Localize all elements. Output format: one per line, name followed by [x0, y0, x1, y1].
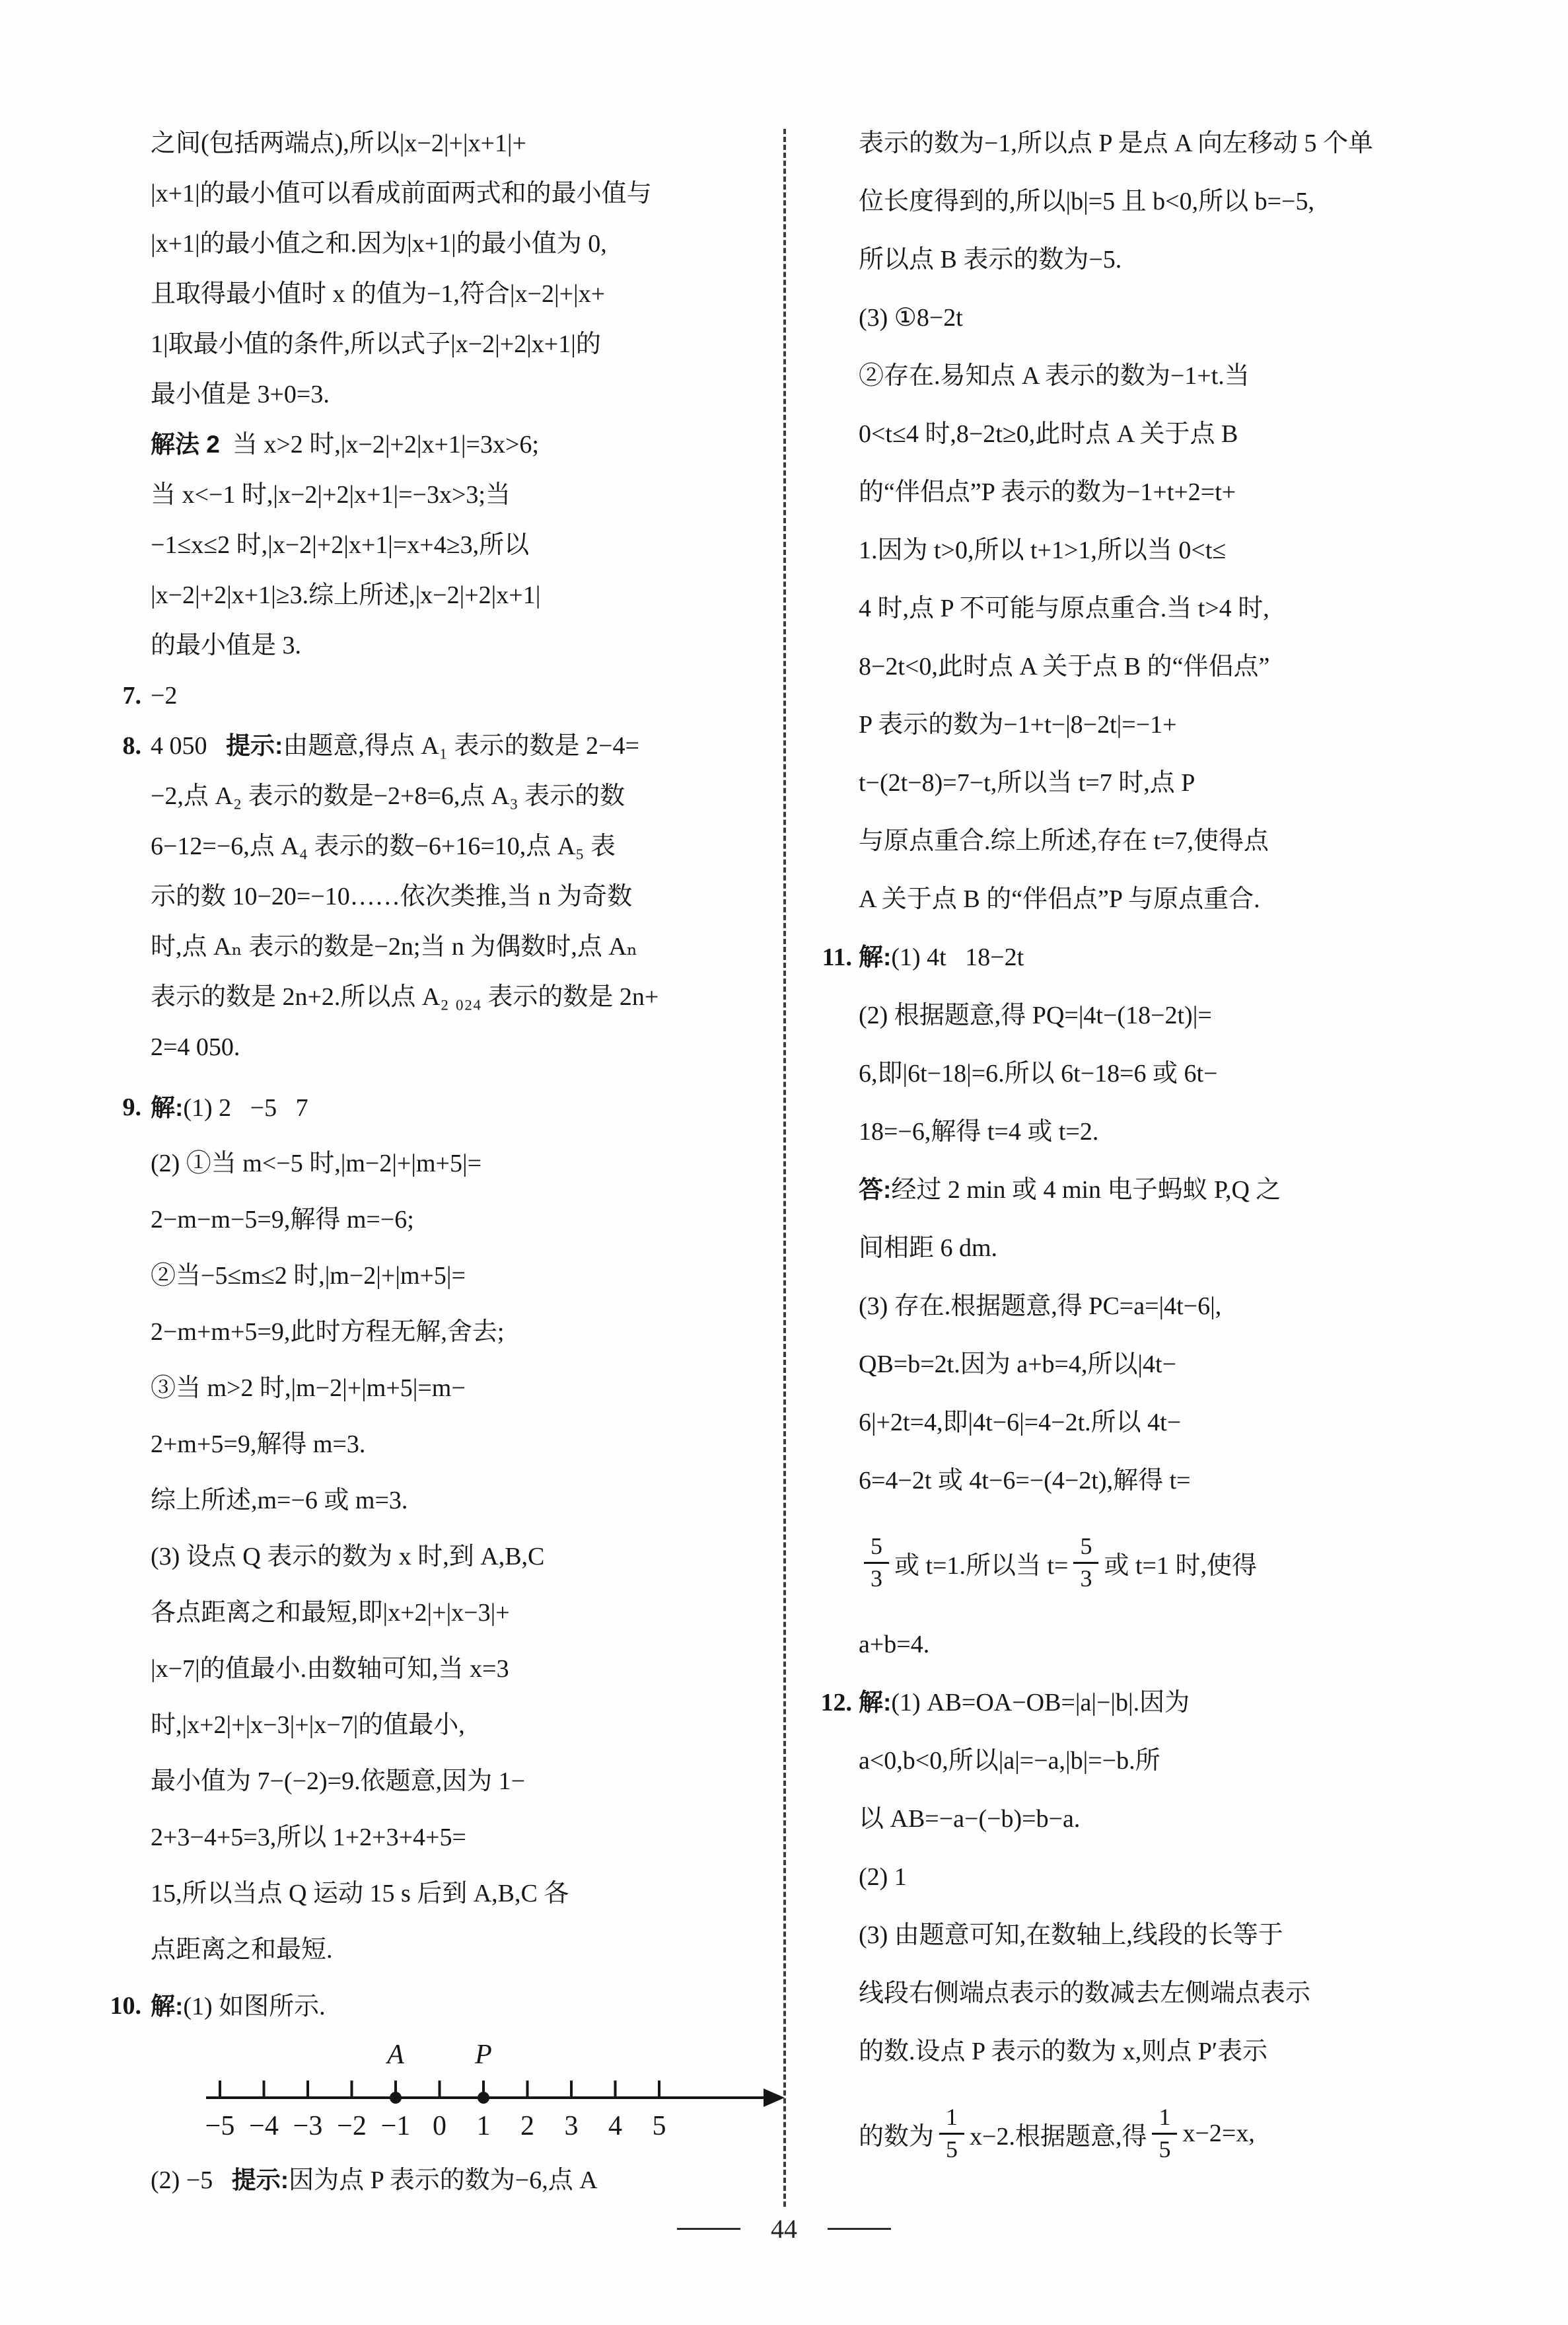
bold-label: 解:	[859, 1689, 892, 1716]
point-dot-P	[478, 2092, 489, 2104]
bold-label: 解法 2	[151, 431, 220, 458]
left-column-block-3	[151, 2152, 768, 2208]
text-line	[151, 1304, 768, 1360]
text-segment: (3) ①8−2t	[859, 304, 963, 332]
bold-label: 提示:	[226, 732, 283, 759]
fraction-numerator: 5	[1080, 1532, 1092, 1559]
text-segment: 因为点 P 表示的数为−6,点 A	[289, 2166, 598, 2194]
text-line	[859, 1161, 1466, 1219]
text-segment: 与原点重合.综上所述,存在 t=7,使得点	[859, 827, 1269, 855]
text-line	[122, 721, 768, 771]
tick-label: 0	[433, 2111, 446, 2141]
text-segment: a<0,b<0,所以|a|=−a,|b|=−b.所	[859, 1747, 1160, 1775]
item-number: 11.	[822, 943, 852, 971]
point-label-P: P	[475, 2040, 492, 2070]
text-line	[151, 1136, 768, 1192]
text-segment: |x+1|的最小值之和.因为|x+1|的最小值为 0,	[151, 230, 607, 258]
text-segment: x−2.根据题意,得	[970, 2122, 1147, 2151]
text-line	[151, 470, 768, 520]
text-segment: 所以点 B 表示的数为−5.	[859, 246, 1122, 274]
text-line	[859, 231, 1466, 289]
text-segment: 18=−6,解得 t=4 或 t=2.	[859, 1118, 1099, 1146]
text-segment: (1) 如图所示.	[183, 1993, 326, 2020]
bold-label: 解:	[859, 943, 892, 971]
text-segment: 以 AB=−a−(−b)=b−a.	[859, 1805, 1081, 1833]
bold-label: 解:	[151, 1094, 184, 1121]
point-dot-A	[390, 2092, 402, 2104]
footer-left-dash	[677, 2228, 740, 2230]
text-segment: |x−7|的值最小.由数轴可知,当 x=3	[151, 1655, 509, 1683]
text-segment: ②存在.易知点 A 表示的数为−1+t.当	[859, 362, 1250, 390]
text-segment: A 关于点 B 的“伴侣点”P 与原点重合.	[859, 885, 1260, 913]
text-line	[151, 922, 768, 972]
text-segment: 或 t=1 时,使得	[1104, 1551, 1257, 1580]
text-line	[151, 1866, 768, 1922]
tick-label: 1	[476, 2111, 491, 2141]
text-line	[859, 172, 1466, 231]
text-segment: 由题意,得点 A₁ 表示的数是 2−4=	[283, 732, 639, 760]
fraction-denominator: 3	[864, 1562, 889, 1592]
text-segment: 2−m−m−5=9,解得 m=−6;	[151, 1206, 414, 1234]
text-segment: (3) 设点 Q 表示的数为 x 时,到 A,B,C	[151, 1543, 545, 1570]
text-line	[151, 269, 768, 319]
bold-label: 提示:	[231, 2166, 289, 2194]
number-line-figure	[151, 2034, 768, 2152]
text-segment: 8−2t<0,此时点 A 关于点 B 的“伴侣点”	[859, 653, 1270, 681]
text-line	[859, 1906, 1466, 1964]
fraction-numerator: 5	[871, 1532, 882, 1559]
text-line	[151, 1697, 768, 1753]
fraction	[1073, 1534, 1098, 1592]
text-line	[859, 1452, 1466, 1510]
text-line	[151, 1529, 768, 1585]
text-segment: 的数.设点 P 表示的数为 x,则点 P′表示	[859, 2038, 1268, 2065]
text-line	[859, 1103, 1466, 1161]
text-line	[859, 2022, 1466, 2081]
page-footer	[0, 2212, 1568, 2245]
text-segment: 当 x>2 时,|x−2|+2|x+1|=3x>6;	[219, 431, 539, 459]
page-number: 44	[771, 2213, 797, 2244]
tick-label: −5	[205, 2111, 235, 2141]
text-segment: −1≤x≤2 时,|x−2|+2|x+1|=x+4≥3,所以	[151, 531, 530, 559]
text-segment: 4 050	[151, 732, 226, 760]
text-segment: (2) −5	[151, 2166, 232, 2194]
text-line	[859, 1335, 1466, 1393]
text-line	[859, 347, 1466, 405]
text-line	[859, 521, 1466, 579]
text-line	[151, 420, 768, 470]
text-segment: 点距离之和最短.	[151, 1936, 333, 1964]
text-segment: x−2=x,	[1182, 2120, 1255, 2147]
text-segment: 2+m+5=9,解得 m=3.	[151, 1430, 366, 1458]
text-line	[151, 871, 768, 922]
point-label-A: A	[387, 2040, 404, 2070]
tick-label: 2	[520, 2111, 534, 2141]
text-line	[110, 1978, 768, 2034]
tick-label: 3	[564, 2111, 579, 2141]
text-segment: 且取得最小值时 x 的值为−1,符合|x−2|+|x+	[151, 280, 606, 308]
text-line	[859, 754, 1466, 812]
text-segment: ②当−5≤m≤2 时,|m−2|+|m+5|=	[151, 1262, 466, 1290]
text-segment: (1) AB=OA−OB=|a|−|b|.因为	[891, 1689, 1190, 1716]
text-segment: 4 时,点 P 不可能与原点重合.当 t>4 时,	[859, 595, 1269, 622]
tick-label: 4	[608, 2111, 622, 2141]
text-segment: 示的数 10−20=−10……依次类推,当 n 为奇数	[151, 883, 633, 910]
text-segment: 的数为	[859, 2122, 935, 2151]
bold-label: 解:	[151, 1993, 184, 2020]
text-segment: 最小值是 3+0=3.	[151, 381, 330, 408]
item-number: 12.	[820, 1689, 852, 1716]
text-line	[151, 219, 768, 269]
right-column	[820, 114, 1466, 2186]
text-segment: −2	[151, 682, 178, 710]
text-segment: −2,点 A₂ 表示的数是−2+8=6,点 A₃ 表示的数	[151, 782, 625, 810]
text-segment: 的“伴侣点”P 表示的数为−1+t+2=t+	[859, 478, 1236, 506]
right-column-block	[820, 114, 1466, 2186]
text-segment: 当 x<−1 时,|x−2|+2|x+1|=−3x>3;当	[151, 481, 511, 509]
text-line	[859, 1848, 1466, 1906]
text-line	[151, 1417, 768, 1473]
text-segment: (2) 根据题意,得 PQ=|4t−(18−2t)|=	[859, 1002, 1212, 1029]
text-segment: (1) 2 −5 7	[183, 1094, 308, 1122]
text-line	[859, 870, 1466, 928]
text-segment: a+b=4.	[859, 1631, 930, 1658]
text-line	[122, 1080, 768, 1136]
text-segment: |x+1|的最小值可以看成前面两式和的最小值与	[151, 180, 652, 207]
text-segment: 1.因为 t>0,所以 t+1>1,所以当 0<t≤	[859, 536, 1227, 564]
text-segment: 的最小值是 3.	[151, 632, 302, 659]
text-line	[151, 118, 768, 168]
text-segment: |x−2|+2|x+1|≥3.综上所述,|x−2|+2|x+1|	[151, 581, 541, 609]
text-line	[151, 1473, 768, 1529]
text-line	[151, 2152, 768, 2208]
text-segment: 之间(包括两端点),所以|x−2|+|x+1|+	[151, 129, 526, 157]
tick-label: −1	[380, 2111, 411, 2141]
text-line	[151, 520, 768, 570]
text-segment: 位长度得到的,所以|b|=5 且 b<0,所以 b=−5,	[859, 188, 1314, 215]
text-segment: 2−m+m+5=9,此时方程无解,舍去;	[151, 1318, 505, 1346]
text-segment: t−(2t−8)=7−t,所以当 t=7 时,点 P	[859, 769, 1195, 797]
text-line	[859, 1393, 1466, 1452]
tick-label: 5	[652, 2111, 666, 2141]
item-number: 7.	[122, 682, 141, 710]
left-column-block-2	[110, 1080, 768, 2034]
text-segment: (3) 由题意可知,在数轴上,线段的长等于	[859, 1921, 1283, 1949]
text-line	[859, 1615, 1466, 1674]
text-segment: 间相距 6 dm.	[859, 1234, 998, 1262]
axis-arrow	[764, 2088, 785, 2107]
column-divider-dashed-line	[783, 129, 786, 2207]
text-segment: (3) 存在.根据题意,得 PC=a=|4t−6|,	[859, 1292, 1222, 1320]
text-segment: 最小值为 7−(−2)=9.依题意,因为 1−	[151, 1767, 526, 1795]
text-segment: 时,点 Aₙ 表示的数是−2n;当 n 为偶数时,点 Aₙ	[151, 933, 638, 961]
text-line	[151, 1641, 768, 1697]
text-segment: ③当 m>2 时,|m−2|+|m+5|=m−	[151, 1374, 466, 1402]
text-line	[151, 1360, 768, 1417]
text-segment: 经过 2 min 或 4 min 电子蚂蚁 P,Q 之	[891, 1176, 1281, 1204]
fraction-numerator: 1	[946, 2103, 958, 2130]
text-segment: P 表示的数为−1+t−|8−2t|=−1+	[859, 711, 1177, 739]
text-segment: 6=4−2t 或 4t−6=−(4−2t),解得 t=	[859, 1467, 1191, 1495]
text-segment: 15,所以当点 Q 运动 15 s 后到 A,B,C 各	[151, 1880, 569, 1907]
text-segment: 时,|x+2|+|x−3|+|x−7|的值最小,	[151, 1711, 465, 1739]
text-segment: QB=b=2t.因为 a+b=4,所以|4t−	[859, 1350, 1177, 1378]
text-line	[859, 1732, 1466, 1790]
item-number: 8.	[122, 732, 141, 760]
left-column	[110, 118, 768, 2208]
item-number: 10.	[110, 1992, 141, 2020]
text-line	[151, 1248, 768, 1304]
text-segment: 表示的数为−1,所以点 P 是点 A 向左移动 5 个单	[859, 129, 1374, 157]
fraction	[939, 2105, 964, 2162]
text-segment: 线段右侧端点表示的数减去左侧端点表示	[859, 1979, 1311, 2007]
text-line	[151, 1585, 768, 1641]
text-line	[859, 289, 1466, 347]
text-segment: 6|+2t=4,即|4t−6|=4−2t.所以 4t−	[859, 1409, 1182, 1436]
footer-right-dash	[828, 2228, 891, 2230]
fraction	[1152, 2105, 1177, 2162]
text-segment: 6−12=−6,点 A₄ 表示的数−6+16=10,点 A₅ 表	[151, 832, 616, 860]
text-line	[151, 1022, 768, 1072]
text-line	[859, 463, 1466, 521]
text-line	[859, 986, 1466, 1045]
text-line	[151, 570, 768, 620]
text-line	[151, 168, 768, 219]
tick-label: −2	[337, 2111, 367, 2141]
text-segment: 表示的数是 2n+2.所以点 A₂ ₀₂₄ 表示的数是 2n+	[151, 983, 659, 1011]
text-line	[151, 972, 768, 1022]
tick-label: −3	[293, 2111, 323, 2141]
text-line	[859, 2081, 1466, 2186]
text-segment: 或 t=1.所以当 t=	[894, 1551, 1069, 1580]
text-line	[151, 1810, 768, 1866]
text-line	[820, 1674, 1466, 1732]
text-line	[859, 1219, 1466, 1277]
text-line	[151, 369, 768, 420]
text-line	[151, 1922, 768, 1978]
text-segment: 1|取最小值的条件,所以式子|x−2|+2|x+1|的	[151, 330, 601, 358]
bold-label: 答:	[859, 1176, 892, 1203]
text-segment: 各点距离之和最短,即|x+2|+|x−3|+	[151, 1599, 510, 1627]
text-line	[151, 771, 768, 821]
fraction	[864, 1534, 889, 1592]
fraction-numerator: 1	[1158, 2103, 1171, 2130]
text-line	[859, 812, 1466, 870]
fraction-denominator: 5	[939, 2133, 964, 2162]
fraction-denominator: 5	[1152, 2133, 1177, 2162]
tick-label: −4	[249, 2111, 279, 2141]
text-line	[859, 1045, 1466, 1103]
text-segment: 2+3−4+5=3,所以 1+2+3+4+5=	[151, 1824, 466, 1851]
text-segment: (2) 1	[859, 1863, 907, 1891]
text-segment: (2) ①当 m<−5 时,|m−2|+|m+5|=	[151, 1150, 481, 1177]
text-line	[859, 1277, 1466, 1335]
text-line	[151, 821, 768, 871]
text-line	[859, 579, 1466, 638]
text-segment: (1) 4t 18−2t	[891, 943, 1024, 971]
text-line	[859, 638, 1466, 696]
text-segment: 6,即|6t−18|=6.所以 6t−18=6 或 6t−	[859, 1060, 1218, 1088]
text-line	[122, 671, 768, 721]
text-line	[859, 696, 1466, 754]
text-segment: 综上所述,m=−6 或 m=3.	[151, 1487, 408, 1514]
item-number: 9.	[122, 1093, 141, 1121]
text-line	[151, 1192, 768, 1248]
number-line-svg	[198, 2034, 793, 2152]
fraction-denominator: 3	[1073, 1562, 1098, 1592]
text-line	[151, 1753, 768, 1810]
text-line	[859, 405, 1466, 463]
text-line	[822, 928, 1466, 986]
left-column-block-1	[122, 118, 768, 1072]
text-line	[151, 620, 768, 671]
text-line	[859, 1964, 1466, 2022]
text-segment: 0<t≤4 时,8−2t≥0,此时点 A 关于点 B	[859, 420, 1238, 448]
text-line	[859, 1510, 1466, 1615]
text-line	[859, 1790, 1466, 1848]
text-line	[151, 319, 768, 369]
text-segment: 2=4 050.	[151, 1033, 240, 1061]
text-line	[859, 114, 1466, 172]
